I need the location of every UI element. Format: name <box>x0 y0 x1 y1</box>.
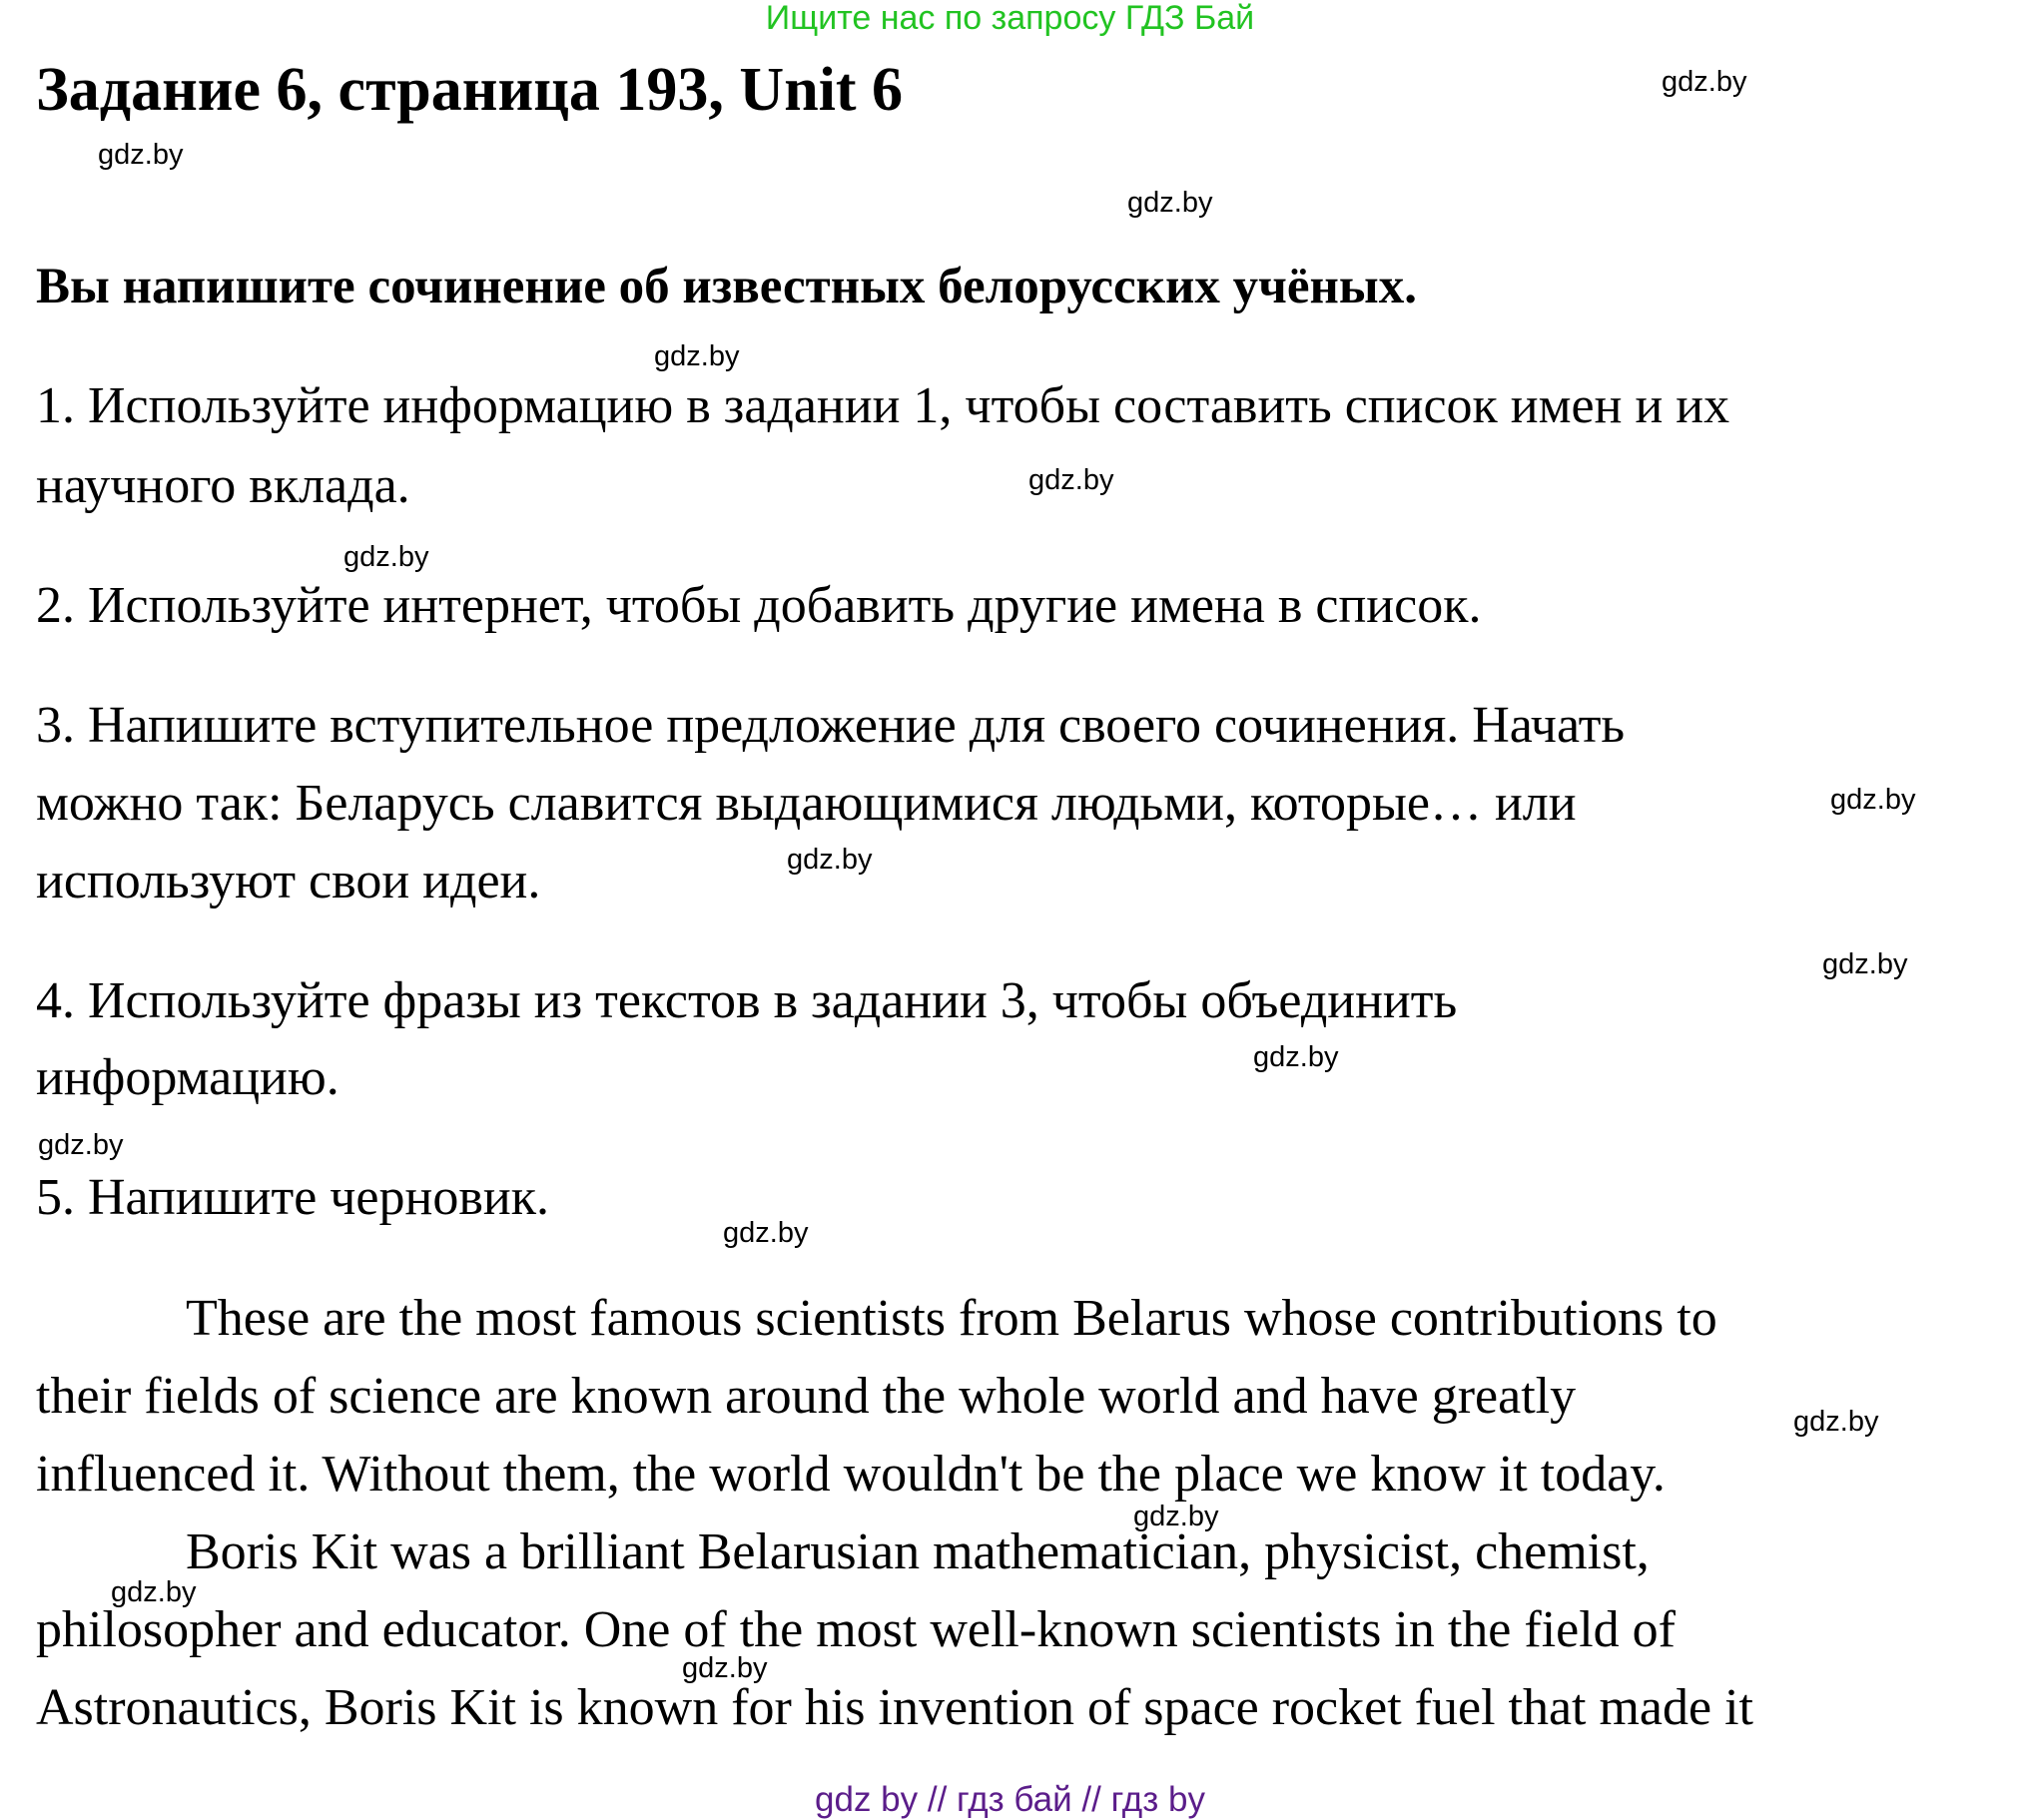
watermark: gdz.by <box>1830 784 1916 816</box>
watermark: gdz.by <box>723 1217 809 1249</box>
task-4-line-2: информацию. <box>36 1049 339 1106</box>
watermark: gdz.by <box>1133 1501 1219 1532</box>
watermark: gdz.by <box>1822 948 1908 980</box>
watermark: gdz.by <box>98 139 184 171</box>
task-3-line-1: 3. Напишите вступительное предложение для своего сочинения. Начать <box>36 697 1626 754</box>
watermark: gdz.by <box>1793 1406 1879 1438</box>
watermark: gdz.by <box>1028 464 1114 496</box>
task-1-line-1: 1. Используйте информацию в задании 1, чтобы составить список имен и их <box>36 377 1730 434</box>
watermark: gdz.by <box>343 541 429 573</box>
task-instruction: Вы напишите сочинение об известных белорусских учёных. <box>36 259 1418 314</box>
watermark: gdz.by <box>38 1129 124 1161</box>
watermark: gdz.by <box>682 1652 768 1684</box>
watermark: gdz.by <box>111 1576 197 1608</box>
task-3-line-2: можно так: Беларусь славится выдающимися людьми, которые… или <box>36 775 1577 832</box>
watermark: gdz.by <box>1253 1041 1339 1073</box>
task-4-line-1: 4. Используйте фразы из текстов в задании 3, чтобы объединить <box>36 972 1458 1029</box>
watermark: gdz.by <box>654 340 740 372</box>
task-3-line-3: используют свои идеи. <box>36 853 541 910</box>
essay-p2-line-3: Astronautics, Boris Kit is known for his invention of space rocket fuel that made it <box>36 1679 1753 1736</box>
footer-links: gdz by // гдз бай // гдз by <box>815 1780 1205 1819</box>
essay-p1-line-3: influenced it. Without them, the world wouldn't be the place we know it today. <box>36 1446 1666 1503</box>
task-2-line-1: 2. Используйте интернет, чтобы добавить другие имена в список. <box>36 577 1482 634</box>
essay-p2-line-1: Boris Kit was a brilliant Belarusian mathematician, physicist, chemist, <box>186 1523 1650 1580</box>
task-1-line-2: научного вклада. <box>36 457 410 514</box>
essay-p2-line-2: philosopher and educator. One of the most well-known scientists in the field of <box>36 1601 1676 1658</box>
essay-p1-line-1: These are the most famous scientists from Belarus whose contributions to <box>186 1290 1717 1347</box>
watermark: gdz.by <box>1127 187 1213 219</box>
task-5-line-1: 5. Напишите черновик. <box>36 1169 549 1226</box>
top-banner: Ищите нас по запросу ГДЗ Бай <box>765 0 1255 37</box>
page-title: Задание 6, страница 193, Unit 6 <box>36 56 904 124</box>
watermark: gdz.by <box>1662 66 1747 98</box>
essay-p1-line-2: their fields of science are known around the whole world and have greatly <box>36 1368 1577 1425</box>
watermark: gdz.by <box>787 844 873 876</box>
